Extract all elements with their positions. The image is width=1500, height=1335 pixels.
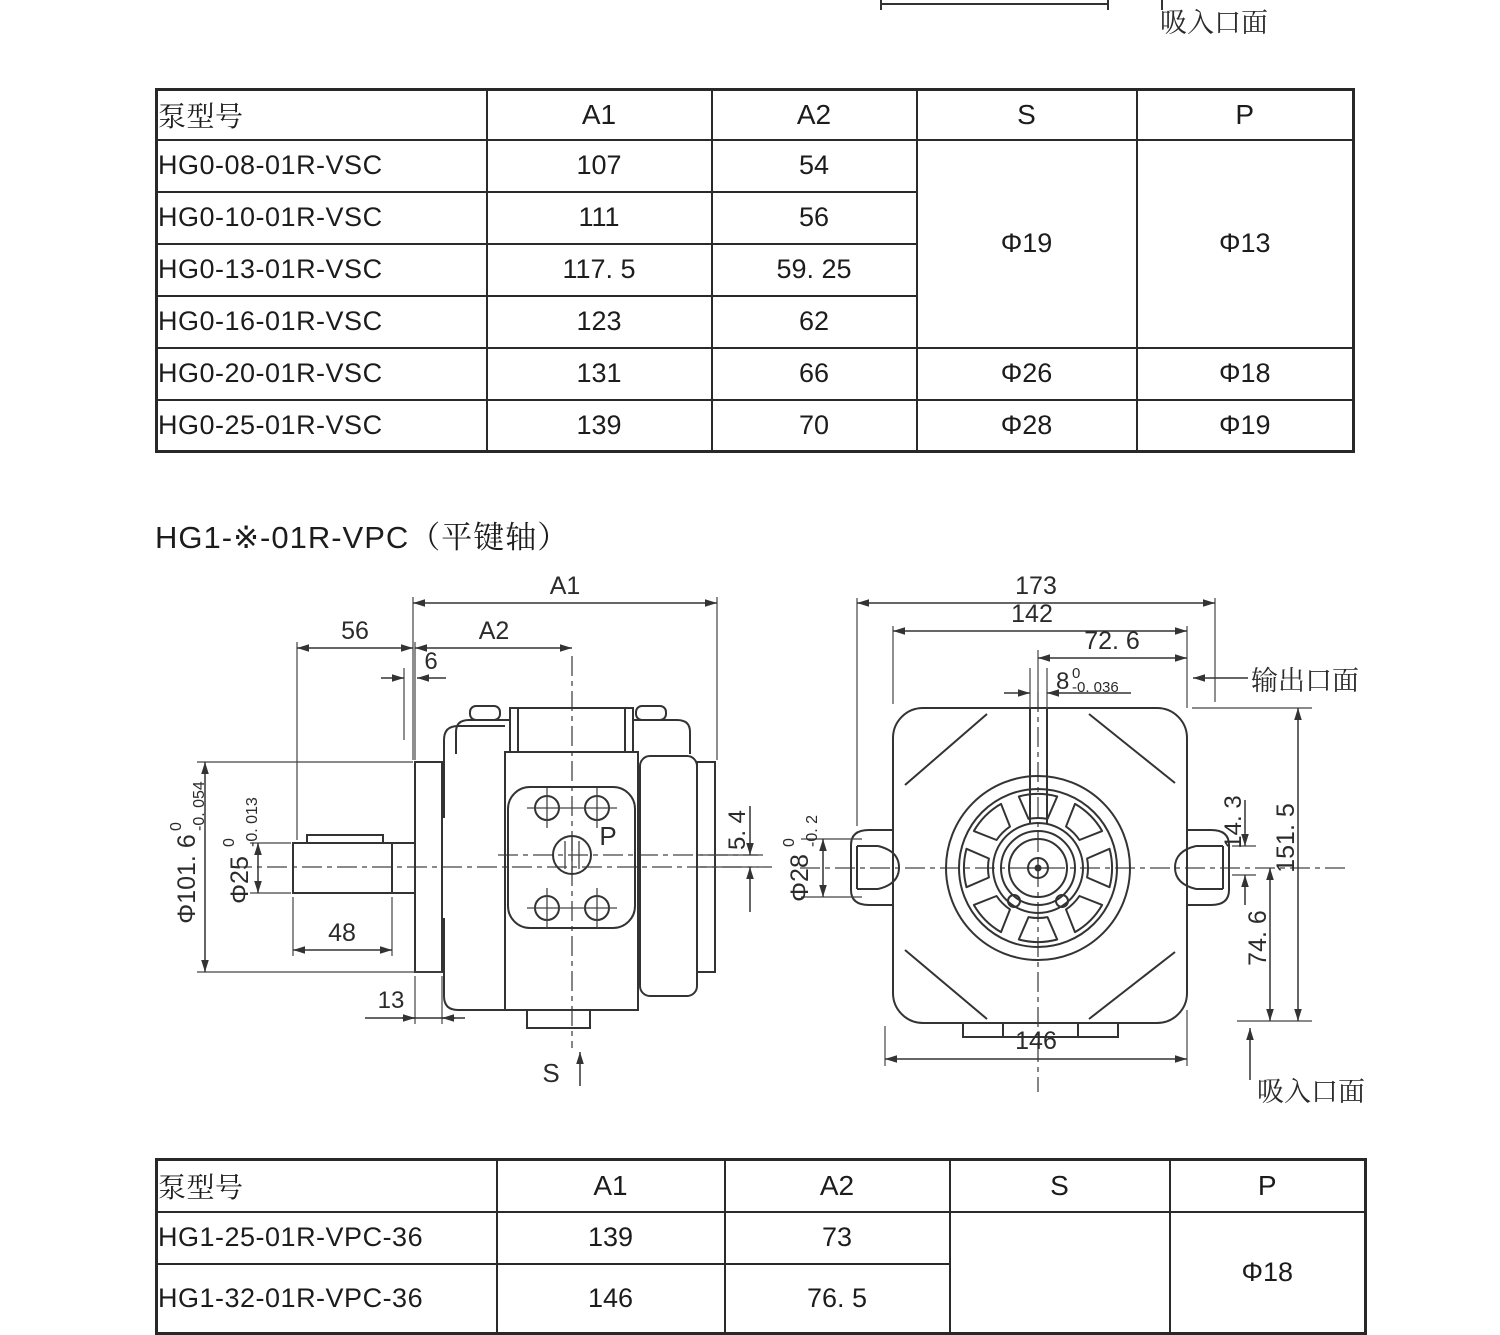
cell-a2: 73 xyxy=(725,1212,950,1264)
dim-a2-label: A2 xyxy=(478,617,510,645)
header-a1: A1 xyxy=(497,1160,725,1212)
svg-text:-0. 2: -0. 2 xyxy=(804,814,821,847)
cell-model: HG0-13-01R-VSC xyxy=(157,244,487,296)
top-drawing-fragment xyxy=(881,0,1268,38)
svg-text:Φ101. 6: Φ101. 6 xyxy=(173,834,201,924)
header-p: P xyxy=(1137,90,1354,140)
cell-a2: 76. 5 xyxy=(725,1264,950,1334)
table-header-row xyxy=(157,90,1354,140)
svg-text:0: 0 xyxy=(781,838,798,847)
cell-p-merged: Φ18 xyxy=(1170,1212,1366,1334)
header-model: 泵型号 xyxy=(157,1160,497,1212)
cell-p-merged: Φ13 xyxy=(1137,140,1354,348)
cell-a2: 56 xyxy=(712,192,917,244)
cell-a2: 70 xyxy=(712,400,917,452)
svg-text:14. 3: 14. 3 xyxy=(1220,795,1247,849)
outlet-face-label: 输出口面 xyxy=(1251,666,1359,696)
cell-a1: 117. 5 xyxy=(487,244,712,296)
front-view-drawing xyxy=(781,572,1365,1107)
cell-p: Φ19 xyxy=(1137,400,1354,452)
hg1-spec-table xyxy=(155,1158,1367,1335)
cell-a1: 111 xyxy=(487,192,712,244)
dim-72-6-label: 72. 6 xyxy=(1084,627,1140,655)
svg-text:-0. 054: -0. 054 xyxy=(191,781,208,831)
dim-13-label: 13 xyxy=(377,987,405,1014)
cell-a1: 107 xyxy=(487,140,712,192)
port-p-label: P xyxy=(599,821,617,851)
dim-6-label: 6 xyxy=(424,648,438,675)
dim-a1-label: A1 xyxy=(549,572,581,600)
svg-text:0: 0 xyxy=(168,822,185,831)
cell-a2: 66 xyxy=(712,348,917,400)
svg-text:8: 8 xyxy=(1056,668,1070,695)
dim-173-label: 173 xyxy=(1015,572,1057,600)
header-a2: A2 xyxy=(725,1160,950,1212)
cell-model: HG1-25-01R-VPC-36 xyxy=(157,1212,497,1264)
side-view-extension-lines xyxy=(197,597,758,1024)
cell-model: HG0-08-01R-VSC xyxy=(157,140,487,192)
cell-model: HG0-16-01R-VSC xyxy=(157,296,487,348)
table-header-row xyxy=(157,1160,1366,1212)
cell-a1: 131 xyxy=(487,348,712,400)
cell-model: HG0-25-01R-VSC xyxy=(157,400,487,452)
cell-model: HG0-20-01R-VSC xyxy=(157,348,487,400)
top-suction-face-label: 吸入口面 xyxy=(1160,8,1268,38)
cell-s: Φ26 xyxy=(917,348,1137,400)
cell-a1: 146 xyxy=(497,1264,725,1334)
cell-p: Φ18 xyxy=(1137,348,1354,400)
cell-a2: 62 xyxy=(712,296,917,348)
table-row xyxy=(157,400,1354,452)
svg-text:5. 4: 5. 4 xyxy=(724,809,751,851)
side-view-dimension-lines xyxy=(205,603,750,1086)
table-row xyxy=(157,348,1354,400)
dim-14-3-label xyxy=(1220,795,1247,848)
header-a2: A2 xyxy=(712,90,917,140)
dim-74-6-label xyxy=(1244,910,1272,966)
header-p: P xyxy=(1170,1160,1366,1212)
hg0-spec-table xyxy=(155,88,1355,453)
table-row xyxy=(157,140,1354,192)
cell-model: HG0-10-01R-VSC xyxy=(157,192,487,244)
header-s: S xyxy=(917,90,1137,140)
dim-146-label: 146 xyxy=(1015,1027,1057,1055)
cell-a1: 139 xyxy=(487,400,712,452)
side-view-centerlines xyxy=(232,656,772,1048)
dim-phi28-label xyxy=(781,815,821,902)
svg-text:Φ25: Φ25 xyxy=(226,856,254,904)
dim-151-5-label xyxy=(1272,803,1300,873)
dim-phi101-label xyxy=(168,781,208,924)
front-view-centerlines xyxy=(800,692,1345,1092)
svg-text:0: 0 xyxy=(221,838,238,847)
cell-a2: 54 xyxy=(712,140,917,192)
dim-142-label: 142 xyxy=(1011,600,1053,628)
cell-s: Φ28 xyxy=(917,400,1137,452)
suction-face-label: 吸入口面 xyxy=(1257,1077,1365,1107)
front-view-body xyxy=(851,708,1229,1037)
dim-8-tol-label xyxy=(1056,665,1119,696)
dim-56-label: 56 xyxy=(341,617,369,645)
svg-text:-0. 036: -0. 036 xyxy=(1072,679,1119,696)
port-s-label: S xyxy=(542,1058,560,1088)
section-title: HG1-※-01R-VPC（平键轴） xyxy=(155,520,570,555)
dim-48-label: 48 xyxy=(328,919,356,947)
svg-text:-0. 013: -0. 013 xyxy=(244,797,261,847)
header-model: 泵型号 xyxy=(157,90,487,140)
header-s: S xyxy=(950,1160,1170,1212)
cell-s-merged: Φ19 xyxy=(917,140,1137,348)
dim-5-4-label xyxy=(724,810,751,850)
svg-text:151. 5: 151. 5 xyxy=(1272,803,1300,873)
cell-a1: 123 xyxy=(487,296,712,348)
header-a1: A1 xyxy=(487,90,712,140)
svg-text:0: 0 xyxy=(1072,665,1081,682)
cell-s-merged xyxy=(950,1212,1170,1334)
side-view-drawing xyxy=(168,572,772,1088)
cell-a2: 59. 25 xyxy=(712,244,917,296)
dim-phi25-label xyxy=(221,797,261,904)
svg-text:Φ28: Φ28 xyxy=(786,854,814,902)
cell-model: HG1-32-01R-VPC-36 xyxy=(157,1264,497,1334)
table-row xyxy=(157,1212,1366,1264)
cell-a1: 139 xyxy=(497,1212,725,1264)
svg-text:74. 6: 74. 6 xyxy=(1244,910,1272,966)
